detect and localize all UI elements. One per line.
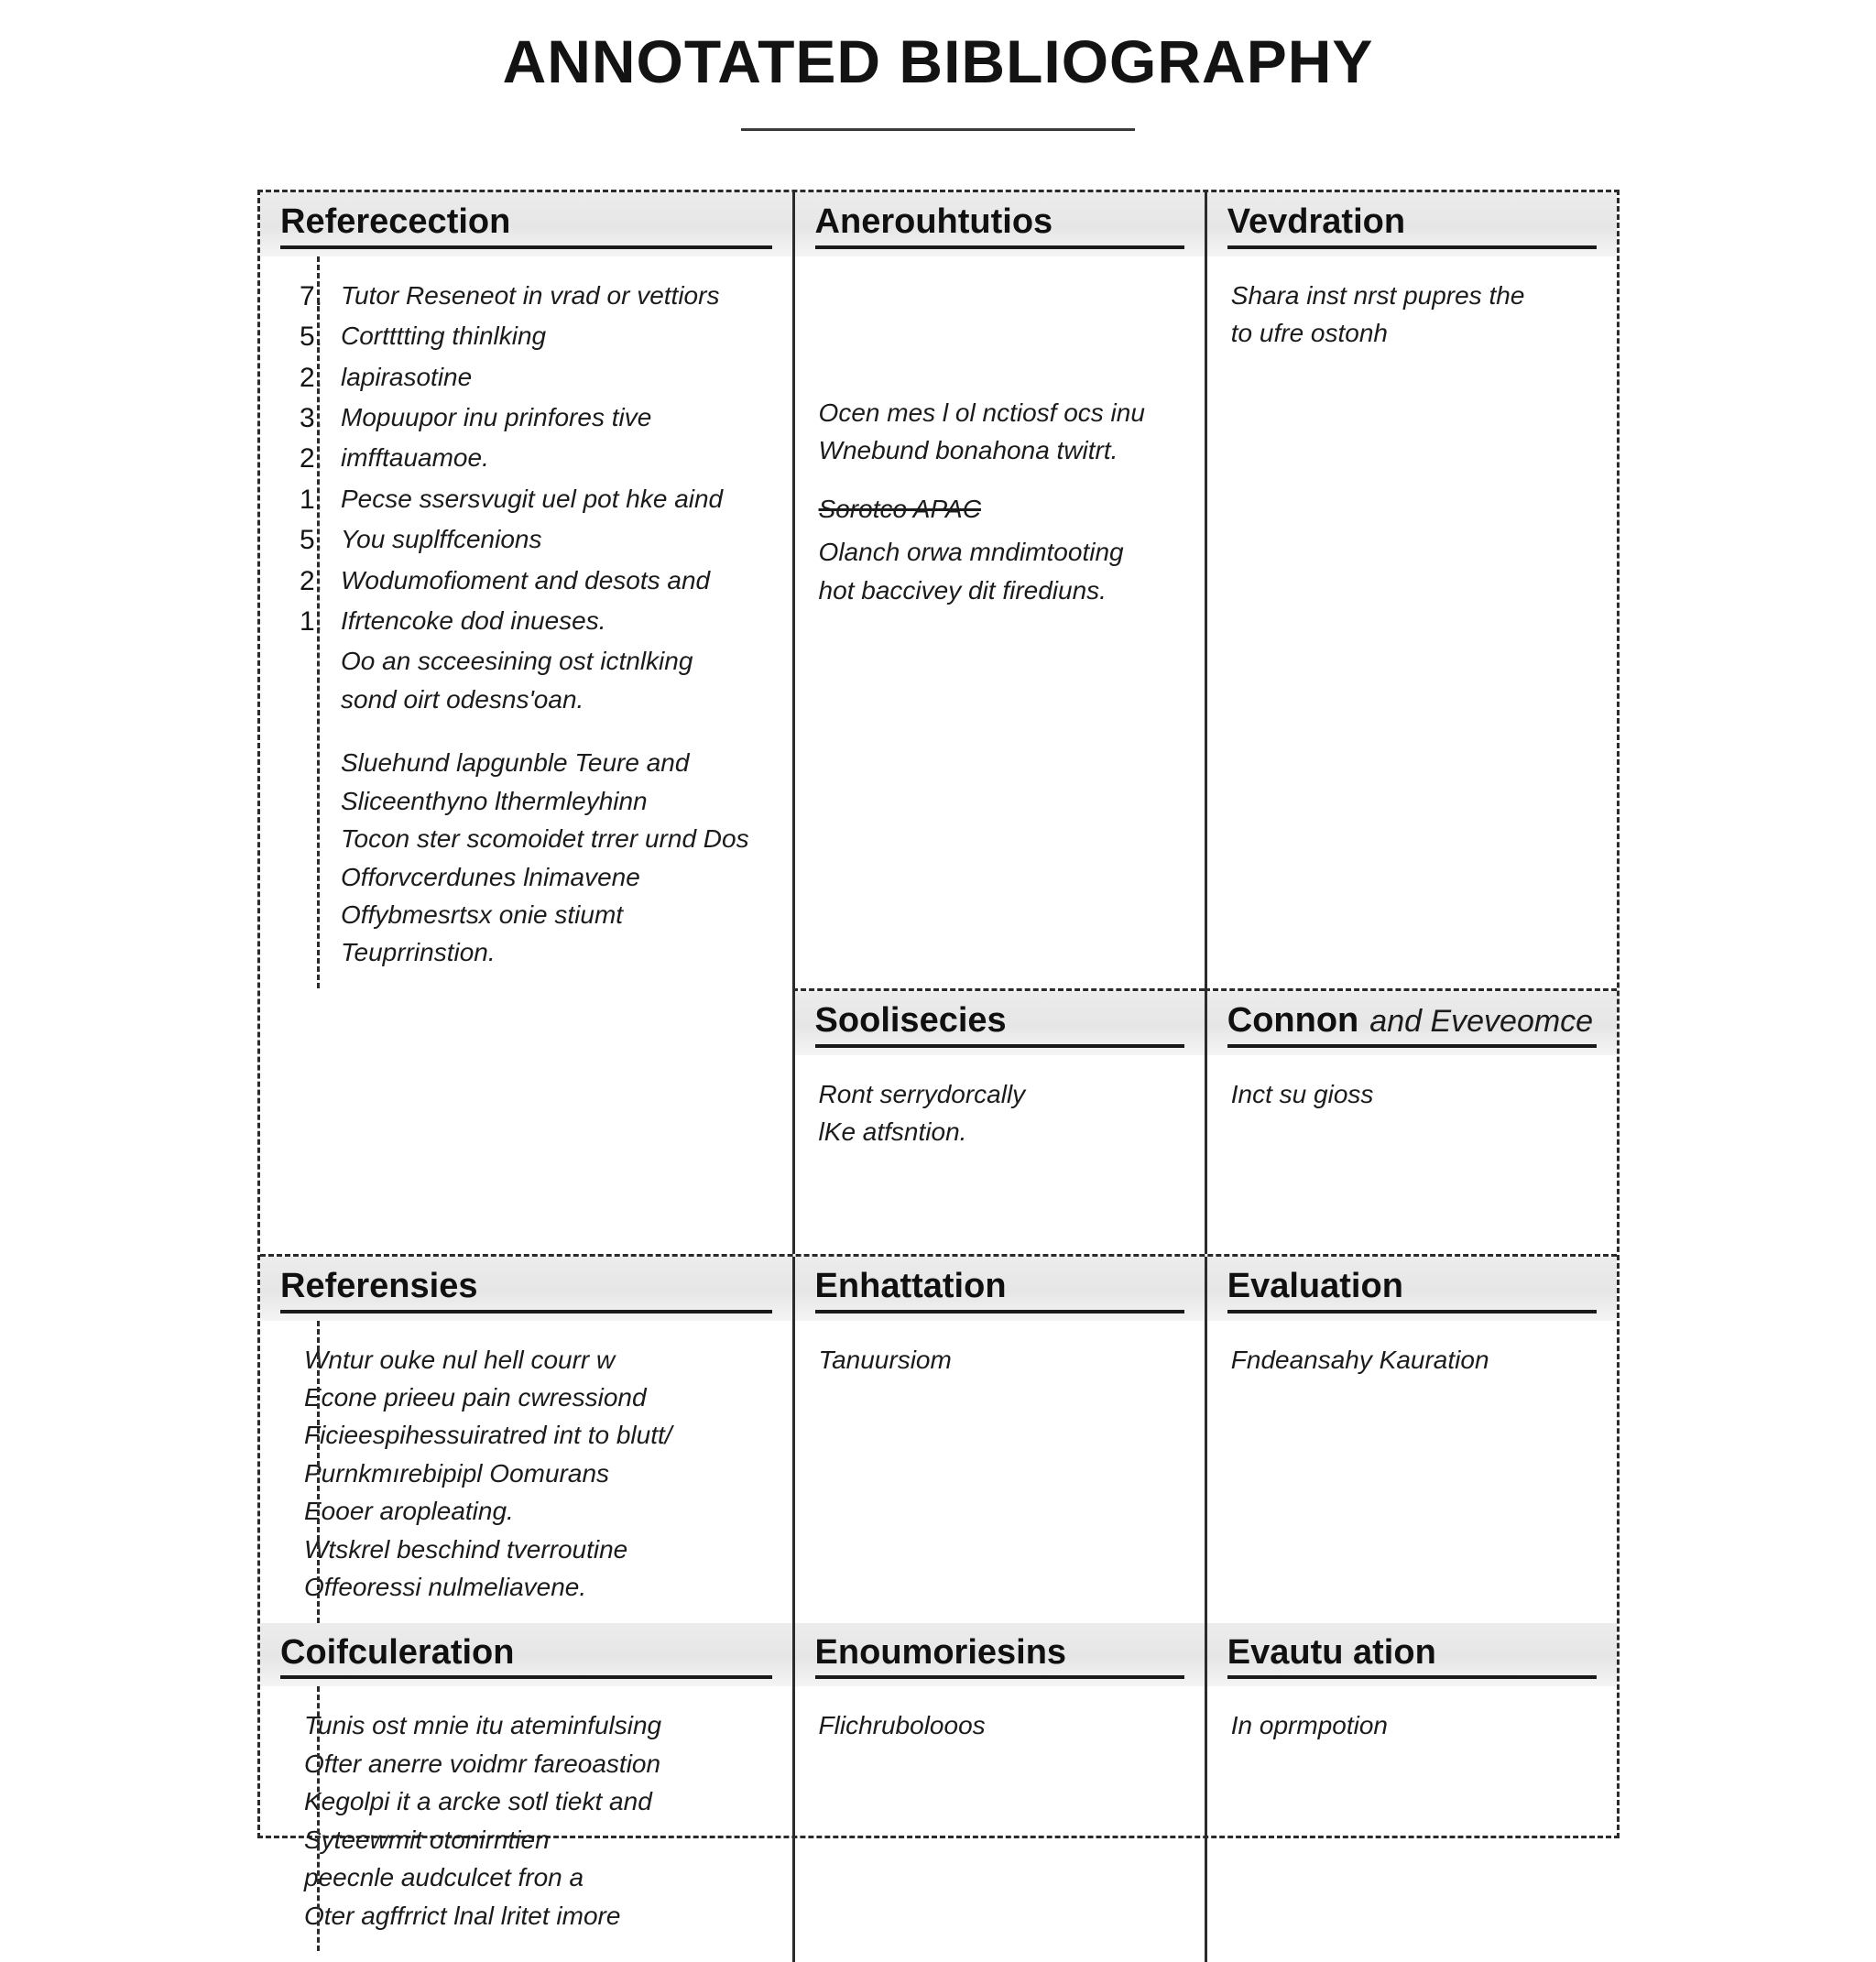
paragraph-line: Wtskrel beschind tverroutine (304, 1534, 628, 1564)
column-referecection (260, 192, 792, 988)
paragraph-line: Wnebund bonahona twitrt. (818, 436, 1118, 465)
column-anerouhtutios (792, 192, 1205, 988)
column-header-evautuation (1207, 1623, 1617, 1687)
column-header-label: Connon (1227, 1001, 1359, 1040)
column-header-label: Referensies (280, 1267, 478, 1305)
list-item-number: 5. (299, 525, 322, 556)
column-header-label: Vevdration (1227, 203, 1406, 241)
column-body-anerouhtutios (795, 256, 1205, 626)
paragraph (284, 1341, 769, 1607)
column-header-enhattation (795, 1257, 1205, 1321)
column-body-coifculeration (260, 1686, 792, 1951)
column-header-connon (1207, 991, 1617, 1055)
paragraph (1231, 277, 1593, 353)
list-item-text: Wodumofioment and desots and (341, 565, 711, 594)
column-connon-eveveomce (1205, 988, 1617, 1254)
paragraph-line: Tunis ost mnie itu ateminfulsing (304, 1711, 662, 1740)
paragraph (819, 1075, 1181, 1151)
paragraph-line: In oprmpotion (1230, 1711, 1388, 1740)
paragraph (1231, 1341, 1593, 1379)
column-body-referensies (260, 1321, 792, 1623)
list-item-number: 5. (299, 322, 322, 353)
list-item-text: Pecse ssersvugit uel pot hke aind (341, 484, 724, 513)
column-header-label: Coifculeration (280, 1633, 515, 1672)
paragraph (284, 1706, 769, 1935)
column-body-evaluation (1207, 1321, 1617, 1395)
list-item (284, 681, 769, 718)
list-item-text: imfftauamoe. (341, 443, 489, 473)
paragraph-line: Ofter anerre voidmr fareoastion (304, 1749, 661, 1778)
list-item-text: Oo an scceesining ost ictnlking (341, 647, 693, 676)
list-item-number: 2. (299, 443, 322, 474)
column-evautuation (1205, 1623, 1617, 1962)
column-header-referensies (260, 1257, 792, 1321)
list-item-text: Tutor Reseneot in vrad or vettiors (341, 280, 720, 310)
column-header-label: Referecection (280, 203, 511, 241)
list-item (284, 277, 769, 317)
paragraph-line: Ocen mes l ol nctiosf ocs inu (818, 398, 1145, 427)
list-item-text: sond oirt odesns'oan. (341, 684, 584, 714)
band-references-annotations-evaluation (260, 192, 1617, 988)
list-item (284, 520, 769, 561)
column-referensies (260, 1257, 792, 1623)
band-coifculeration-enoumoriesins-evautuation (260, 1623, 1617, 1962)
column-header-soolisecies (795, 991, 1205, 1055)
empty-cell (260, 988, 792, 1041)
title-divider (741, 128, 1135, 131)
list-item (284, 439, 769, 479)
list-item-number: 2. (299, 565, 322, 596)
paragraph-line: Oter agffrrict lnal lritet imore (304, 1901, 621, 1930)
list-item (284, 561, 769, 602)
paragraph-line: Econe prieeu pain cwressiond (304, 1383, 647, 1412)
column-header-anerouhtutios (795, 192, 1205, 256)
column-header-label: Enoumoriesins (814, 1633, 1067, 1672)
numbered-list (284, 277, 769, 718)
column-guide-line (317, 1686, 320, 1951)
page-title: ANNOTATED BIBLIOGRAPHY (502, 27, 1374, 95)
column-coifculeration (260, 1623, 792, 1962)
paragraph-line: Syteewmit otonirntien (304, 1825, 550, 1854)
struck-source-line (819, 490, 1181, 528)
column-vevdration (1205, 192, 1617, 988)
paragraph-line: to ufre ostonh (1230, 319, 1388, 348)
paragraph-line: Olanch orwa mndimtooting (818, 538, 1124, 567)
list-item (284, 480, 769, 520)
paragraph-line: Teuprrinstion. (341, 938, 496, 967)
column-body-evautuation (1207, 1686, 1617, 1760)
list-item-number: 3. (299, 402, 322, 433)
column-header-coifculeration (260, 1623, 792, 1687)
paragraph (819, 394, 1181, 470)
paragraph (819, 533, 1181, 609)
list-item (284, 398, 769, 439)
paragraph-line: Tanuursiom (818, 1345, 952, 1374)
column-header-vevdration (1207, 192, 1617, 256)
column-header-referecection (260, 192, 792, 256)
paragraph-line: Tocon ster scomoidet trrer urnd Dos (341, 824, 749, 854)
list-item (284, 358, 769, 398)
paragraph-line: Flichrubolooos (818, 1711, 986, 1740)
list-item-text: Ifrtencoke dod inueses. (341, 605, 606, 635)
struck-text: Sorotco APAC (818, 494, 981, 523)
list-item-number: 2. (299, 362, 322, 393)
paragraph-line: Offorvcerdunes lnimavene (341, 862, 640, 891)
paragraph-line: Purnkmırebipipl Oomurans (304, 1458, 610, 1488)
column-body-referecection (260, 256, 792, 988)
column-header-label: Evautu ation (1227, 1633, 1436, 1672)
title-block (0, 0, 1876, 131)
list-item-number: 1. (299, 484, 322, 515)
paragraph-line: Kegolpi it a arcke sotl tiekt and (304, 1787, 652, 1816)
paragraph (819, 1706, 1181, 1744)
paragraph (819, 1341, 1181, 1379)
band-referensies-enhattation-evaluation (260, 1257, 1617, 1623)
paragraph (1231, 1706, 1593, 1744)
paragraph-line: Offeoressi nulmeliavene. (304, 1573, 587, 1602)
paragraph-line: peecnle audculcet fron a (304, 1863, 584, 1892)
band-sources-content (260, 988, 1617, 1254)
list-item (284, 602, 769, 642)
list-item-text: lapirasotine (341, 362, 473, 391)
column-header-sublabel: and Eveveomce (1369, 1003, 1594, 1039)
paragraph-line: hot baccivey dit firediuns. (818, 575, 1107, 605)
column-body-enhattation (795, 1321, 1205, 1395)
column-enhattation (792, 1257, 1205, 1623)
column-evaluation (1205, 1257, 1617, 1623)
list-item-number: 7. (299, 280, 322, 311)
paragraph-line: Sluehund lapgunble Teure and (341, 748, 690, 778)
column-header-evaluation (1207, 1257, 1617, 1321)
paragraph-line: Ront serrydorcally (818, 1079, 1026, 1108)
column-body-connon (1207, 1055, 1617, 1129)
paragraph-line: Inct su gioss (1230, 1079, 1374, 1108)
column-header-label: Anerouhtutios (814, 203, 1053, 241)
column-header-label: Evaluation (1227, 1267, 1403, 1305)
column-header-label: Enhattation (814, 1267, 1007, 1305)
column-body-soolisecies (795, 1055, 1205, 1168)
paragraph (284, 744, 769, 972)
column-enoumoriesins (792, 1623, 1205, 1962)
paragraph-line: Sliceenthyno lthermleyhinn (341, 786, 648, 815)
list-item (284, 317, 769, 357)
column-guide-line (317, 256, 320, 988)
column-soolisecies (792, 988, 1205, 1254)
paragraph-line: Fndeansahy Kauration (1230, 1345, 1489, 1374)
column-body-enoumoriesins (795, 1686, 1205, 1760)
list-item-text: Cortttting thinlking (341, 322, 547, 351)
column-header-label: Soolisecies (814, 1001, 1007, 1040)
list-item-number: 1. (299, 605, 322, 637)
column-empty-spacer (260, 988, 792, 1254)
list-item-text: Mopuupor inu prinfores tive (341, 402, 652, 431)
paragraph-line: Ficieespihessuiratred int to blutt/ (304, 1421, 672, 1450)
paragraph-line: Offybmesrtsx onie stiumt (341, 899, 624, 929)
list-item-text: You suplffcenions (341, 525, 542, 554)
bibliography-frame (257, 190, 1620, 1930)
paragraph-line: Shara inst nrst pupres the (1230, 280, 1525, 310)
paragraph-line: lKe atfsntion. (818, 1117, 967, 1147)
column-guide-line (317, 1321, 320, 1623)
list-item (284, 642, 769, 680)
paragraph-line: Eooer aropleating. (304, 1497, 514, 1526)
paragraph (1231, 1075, 1593, 1113)
column-header-enoumoriesins (795, 1623, 1205, 1687)
paragraph-line: Wntur ouke nul hell courr w (304, 1345, 616, 1374)
column-body-vevdration (1207, 256, 1617, 369)
